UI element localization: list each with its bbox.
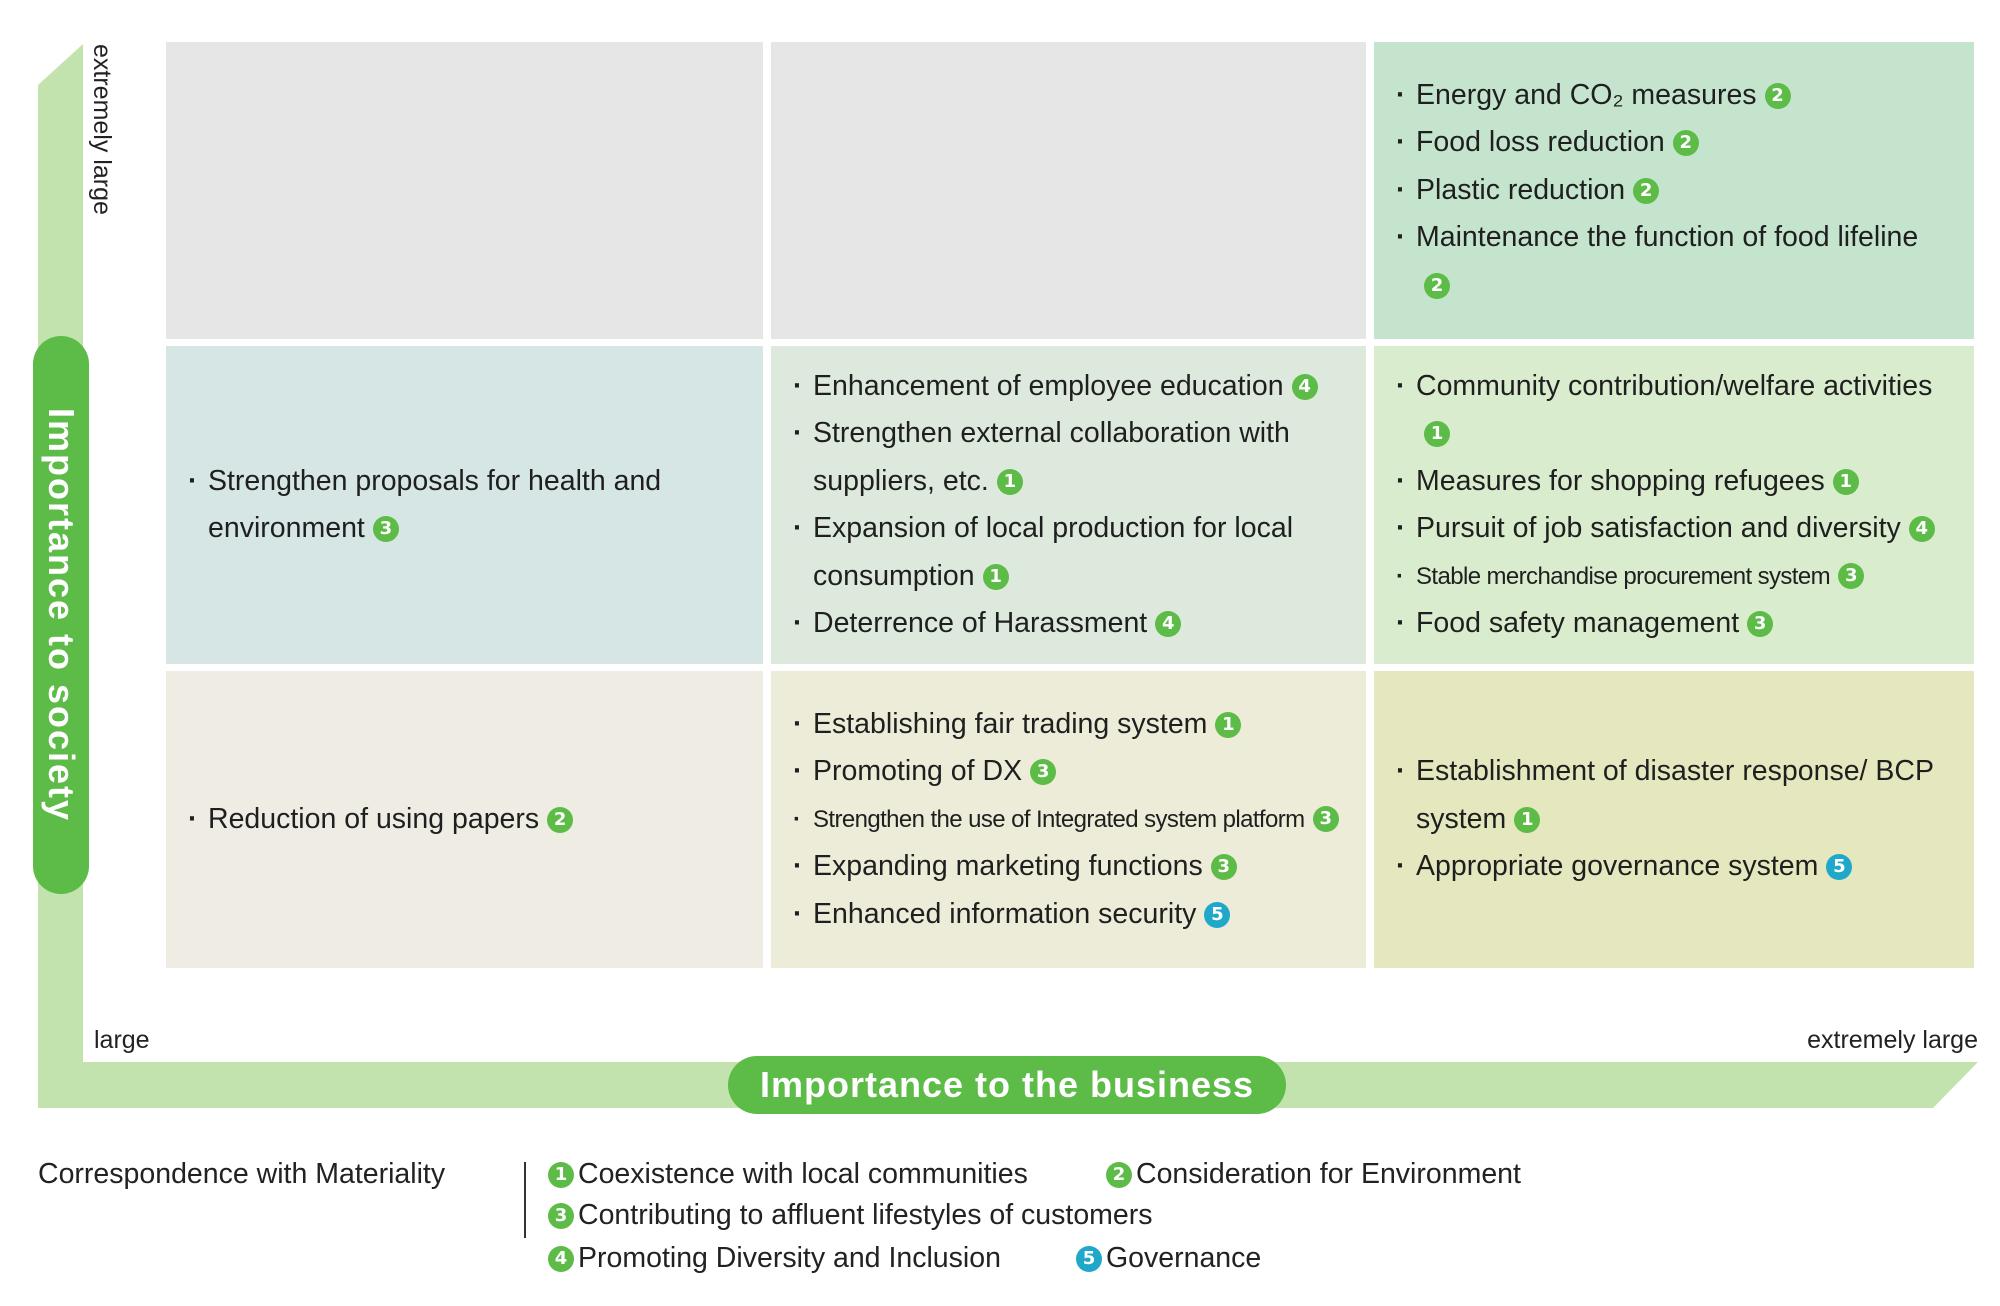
issue-item bbox=[793, 748, 1344, 796]
matrix-cell-middle-center bbox=[771, 346, 1366, 664]
materiality-badge-2: 2 bbox=[1765, 83, 1791, 109]
issue-item bbox=[1396, 363, 1952, 458]
materiality-badge-3: 3 bbox=[1211, 854, 1237, 880]
issue-item bbox=[1396, 553, 1952, 601]
issue-text: Deterrence of Harassment bbox=[813, 607, 1148, 639]
materiality-badge-1: 1 bbox=[997, 469, 1023, 495]
issue-item bbox=[188, 458, 741, 553]
legend-item-4 bbox=[548, 1242, 1001, 1275]
legend-title: Correspondence with Materiality bbox=[38, 1158, 446, 1190]
issue-item bbox=[1396, 119, 1952, 167]
materiality-badge-3: 3 bbox=[1030, 759, 1056, 785]
matrix-cell-bottom-center bbox=[771, 671, 1366, 968]
legend-item-2 bbox=[1106, 1158, 1521, 1191]
issue-text: Stable merchandise procurement system bbox=[1416, 562, 1830, 590]
x-axis-right-tick: extremely large bbox=[1807, 1026, 1978, 1054]
materiality-badge-4: 4 bbox=[548, 1246, 574, 1272]
issue-text: Community contribution/welfare activities bbox=[1416, 369, 1933, 402]
issue-item bbox=[793, 891, 1344, 939]
issue-text: Expansion of local production for local consumption bbox=[813, 512, 1294, 592]
issue-text: Strengthen the use of Integrated system platform bbox=[813, 805, 1305, 833]
issue-list bbox=[188, 796, 741, 844]
issue-list bbox=[793, 363, 1344, 648]
issue-list bbox=[1396, 748, 1952, 891]
legend-label: Coexistence with local communities bbox=[578, 1158, 1028, 1190]
materiality-badge-1: 1 bbox=[1424, 421, 1450, 447]
materiality-badge-3: 3 bbox=[1313, 806, 1339, 832]
y-axis-title bbox=[33, 336, 89, 894]
materiality-badge-5: 5 bbox=[1826, 854, 1852, 880]
issue-text: Food safety management bbox=[1416, 607, 1740, 639]
issue-text: Promoting of DX bbox=[813, 755, 1023, 788]
issue-item bbox=[1396, 72, 1952, 120]
issue-item bbox=[1396, 505, 1952, 553]
issue-list bbox=[1396, 72, 1952, 310]
issue-text: Enhancement of employee education bbox=[813, 369, 1284, 402]
issue-list bbox=[188, 458, 741, 553]
issue-text: Plastic reduction bbox=[1416, 173, 1626, 206]
materiality-badge-3: 3 bbox=[1747, 611, 1773, 637]
materiality-badge-1: 1 bbox=[1833, 469, 1859, 495]
matrix-cell-top-left bbox=[166, 42, 763, 339]
materiality-badge-5: 5 bbox=[1204, 902, 1230, 928]
issue-item bbox=[793, 701, 1344, 749]
materiality-badge-1: 1 bbox=[983, 564, 1009, 590]
issue-item bbox=[793, 363, 1344, 411]
issue-item bbox=[793, 843, 1344, 891]
materiality-badge-1: 1 bbox=[548, 1162, 574, 1188]
issue-text: Measures for shopping refugees bbox=[1416, 464, 1825, 497]
x-axis-title: Importance to the business bbox=[728, 1056, 1286, 1114]
issue-item bbox=[793, 410, 1344, 505]
issue-item bbox=[793, 600, 1344, 648]
materiality-badge-2: 2 bbox=[1633, 178, 1659, 204]
issue-list bbox=[793, 701, 1344, 939]
materiality-badge-2: 2 bbox=[547, 807, 573, 833]
materiality-badge-4: 4 bbox=[1292, 374, 1318, 400]
issue-text: Food loss reduction bbox=[1416, 126, 1665, 159]
issue-text: Enhanced information security bbox=[813, 897, 1197, 930]
issue-text: Strengthen external collaboration with suppliers, etc. bbox=[813, 417, 1290, 497]
issue-text: Maintenance the function of food lifeline bbox=[1416, 221, 1919, 254]
issue-text: Energy and CO₂ measures bbox=[1416, 78, 1757, 111]
materiality-badge-3: 3 bbox=[1838, 563, 1864, 589]
issue-item bbox=[1396, 600, 1952, 648]
issue-list bbox=[1396, 363, 1952, 648]
materiality-badge-2: 2 bbox=[1424, 273, 1450, 299]
y-axis-top-tick: extremely large bbox=[88, 44, 116, 215]
legend-item-1 bbox=[548, 1158, 1028, 1191]
issue-item bbox=[1396, 458, 1952, 506]
issue-item bbox=[1396, 843, 1952, 891]
issue-text: Reduction of using papers bbox=[208, 802, 540, 835]
legend-label: Contributing to affluent lifestyles of customers bbox=[578, 1199, 1153, 1231]
legend-item-3 bbox=[548, 1199, 1153, 1232]
matrix-cell-middle-left bbox=[166, 346, 763, 664]
materiality-badge-5: 5 bbox=[1076, 1246, 1102, 1272]
matrix-cell-bottom-right bbox=[1374, 671, 1974, 968]
materiality-badge-1: 1 bbox=[1215, 712, 1241, 738]
origin-tick: large bbox=[94, 1026, 150, 1054]
legend-divider bbox=[524, 1162, 526, 1238]
matrix-cell-top-middle bbox=[771, 42, 1366, 339]
matrix-cell-bottom-left bbox=[166, 671, 763, 968]
issue-text: Appropriate governance system bbox=[1416, 850, 1819, 883]
issue-text: Establishment of disaster response/ BCP system bbox=[1416, 755, 1934, 835]
issue-item bbox=[793, 505, 1344, 600]
issue-text: Expanding marketing functions bbox=[813, 850, 1203, 883]
legend-item-5 bbox=[1076, 1242, 1261, 1275]
issue-item bbox=[1396, 167, 1952, 215]
materiality-badge-4: 4 bbox=[1909, 516, 1935, 542]
issue-item bbox=[1396, 748, 1952, 843]
issue-text: Establishing fair trading system bbox=[813, 707, 1208, 740]
materiality-badge-2: 2 bbox=[1106, 1162, 1132, 1188]
legend-label: Consideration for Environment bbox=[1136, 1158, 1521, 1190]
materiality-badge-3: 3 bbox=[548, 1203, 574, 1229]
legend-label: Promoting Diversity and Inclusion bbox=[578, 1242, 1001, 1274]
issue-item bbox=[1396, 214, 1952, 309]
legend-label: Governance bbox=[1106, 1242, 1262, 1274]
issue-text: Pursuit of job satisfaction and diversity bbox=[1416, 512, 1901, 544]
matrix-cell-top-right bbox=[1374, 42, 1974, 339]
materiality-badge-2: 2 bbox=[1673, 130, 1699, 156]
issue-text: Strengthen proposals for health and environment bbox=[208, 464, 662, 544]
materiality-badge-4: 4 bbox=[1155, 611, 1181, 637]
materiality-badge-1: 1 bbox=[1514, 807, 1540, 833]
matrix-cell-middle-right bbox=[1374, 346, 1974, 664]
issue-item bbox=[793, 796, 1344, 844]
y-axis-title-text: Importance to society bbox=[41, 407, 82, 823]
issue-item bbox=[188, 796, 741, 844]
materiality-badge-3: 3 bbox=[373, 516, 399, 542]
